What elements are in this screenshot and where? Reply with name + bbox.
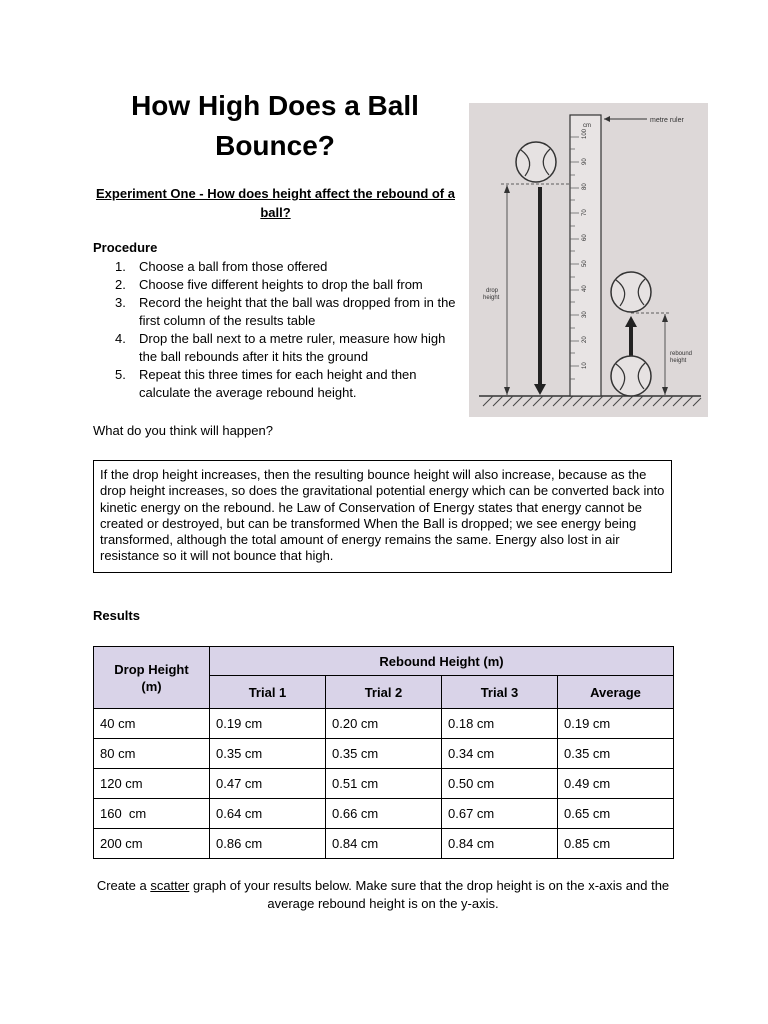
table-cell[interactable]: 0.35 cm <box>326 739 442 769</box>
procedure-step: 4. Drop the ball next to a metre ruler, measure how high the ball rebounds after it hits the ground <box>115 331 446 364</box>
drop-height-header: Drop Height (m) <box>94 647 210 709</box>
scatter-link: scatter <box>150 878 190 893</box>
bounce-diagram-photo <box>469 103 708 417</box>
page-title: How High Does a Ball Bounce? <box>131 90 419 161</box>
average-header: Average <box>558 676 674 709</box>
svg-text:30: 30 <box>582 311 588 318</box>
table-cell[interactable]: 0.18 cm <box>442 709 558 739</box>
table-row <box>94 829 674 859</box>
procedure-step: 1. Choose a ball from those offered <box>115 259 328 274</box>
table-row <box>94 799 674 829</box>
rebound-height-label: rebound <box>670 351 693 357</box>
table-row <box>94 769 674 799</box>
table-cell[interactable]: 0.20 cm <box>326 709 442 739</box>
rebound-height-header: Rebound Height (m) <box>210 647 674 676</box>
table-cell[interactable]: 0.84 cm <box>442 829 558 859</box>
results-table <box>93 646 674 859</box>
trial-2-header: Trial 2 <box>326 676 442 709</box>
svg-text:70: 70 <box>582 209 588 216</box>
question-text: What do you think will happen? <box>93 423 273 438</box>
table-cell[interactable]: 0.47 cm <box>210 769 326 799</box>
table-row <box>94 739 674 769</box>
svg-text:60: 60 <box>582 234 588 241</box>
table-row <box>94 709 674 739</box>
procedure-step: 5. Repeat this three times for each height and then calculate the average rebound height. <box>115 367 417 400</box>
table-cell[interactable]: 0.65 cm <box>558 799 674 829</box>
procedure-step: 2. Choose five different heights to drop the ball from <box>115 277 423 292</box>
table-cell[interactable]: 0.66 cm <box>326 799 442 829</box>
table-cell[interactable]: 0.67 cm <box>442 799 558 829</box>
svg-text:40: 40 <box>582 285 588 292</box>
svg-text:10: 10 <box>582 362 588 369</box>
svg-text:height: height <box>670 358 687 364</box>
table-cell[interactable]: 0.84 cm <box>326 829 442 859</box>
metre-ruler <box>570 115 601 396</box>
table-cell[interactable]: 0.51 cm <box>326 769 442 799</box>
experiment-heading: Experiment One - How does height affect the rebound of a ball? <box>96 186 455 220</box>
table-cell[interactable]: 0.64 cm <box>210 799 326 829</box>
svg-text:80: 80 <box>582 183 588 190</box>
table-cell[interactable]: 0.19 cm <box>210 709 326 739</box>
ruler-unit-label: cm <box>583 123 591 129</box>
metre-ruler-label: metre ruler <box>650 117 684 124</box>
graph-instruction: Create a scatter graph of your results below. Make sure that the drop height is on the x-axis and the average rebound height is on the y-axis. <box>96 878 670 911</box>
table-cell[interactable]: 0.50 cm <box>442 769 558 799</box>
table-cell[interactable]: 0.35 cm <box>210 739 326 769</box>
table-cell[interactable]: 80 cm <box>94 739 210 769</box>
ball-bottom <box>611 356 651 396</box>
procedure-heading: Procedure <box>93 240 158 255</box>
ball-top <box>516 142 556 182</box>
svg-text:height: height <box>483 295 500 301</box>
table-cell[interactable]: 0.34 cm <box>442 739 558 769</box>
ball-rebound <box>611 272 651 312</box>
table-cell[interactable]: 0.49 cm <box>558 769 674 799</box>
drop-height-label: drop <box>486 288 499 294</box>
svg-text:50: 50 <box>582 260 588 267</box>
table-cell[interactable]: 120 cm <box>94 769 210 799</box>
table-cell[interactable]: 0.85 cm <box>558 829 674 859</box>
svg-text:100: 100 <box>582 128 588 139</box>
procedure-list <box>93 258 458 402</box>
prediction-textbox[interactable]: If the drop height increases, then the resulting bounce height will also increase, because as the drop height increases, so does the gravitational potential energy which can be converted back into kinetic energy on the rebound. he Law of Conservation of Energy states that energy cannot be created or destroyed, but can be transformed When the Ball is dropped; we see energy being transformed, although the total amount of energy remains the same. Energy also lost in air resistance so it will not bounce that high. <box>93 460 672 573</box>
trial-3-header: Trial 3 <box>442 676 558 709</box>
results-heading: Results <box>93 608 140 623</box>
table-cell[interactable]: 0.35 cm <box>558 739 674 769</box>
table-cell[interactable]: 0.19 cm <box>558 709 674 739</box>
table-cell[interactable]: 160 cm <box>94 799 210 829</box>
svg-text:90: 90 <box>582 158 588 165</box>
table-cell[interactable]: 0.86 cm <box>210 829 326 859</box>
table-cell[interactable]: 40 cm <box>94 709 210 739</box>
table-cell[interactable]: 200 cm <box>94 829 210 859</box>
procedure-step: 3. Record the height that the ball was dropped from in the first column of the results table <box>115 295 456 328</box>
trial-1-header: Trial 1 <box>210 676 326 709</box>
svg-text:20: 20 <box>582 336 588 343</box>
